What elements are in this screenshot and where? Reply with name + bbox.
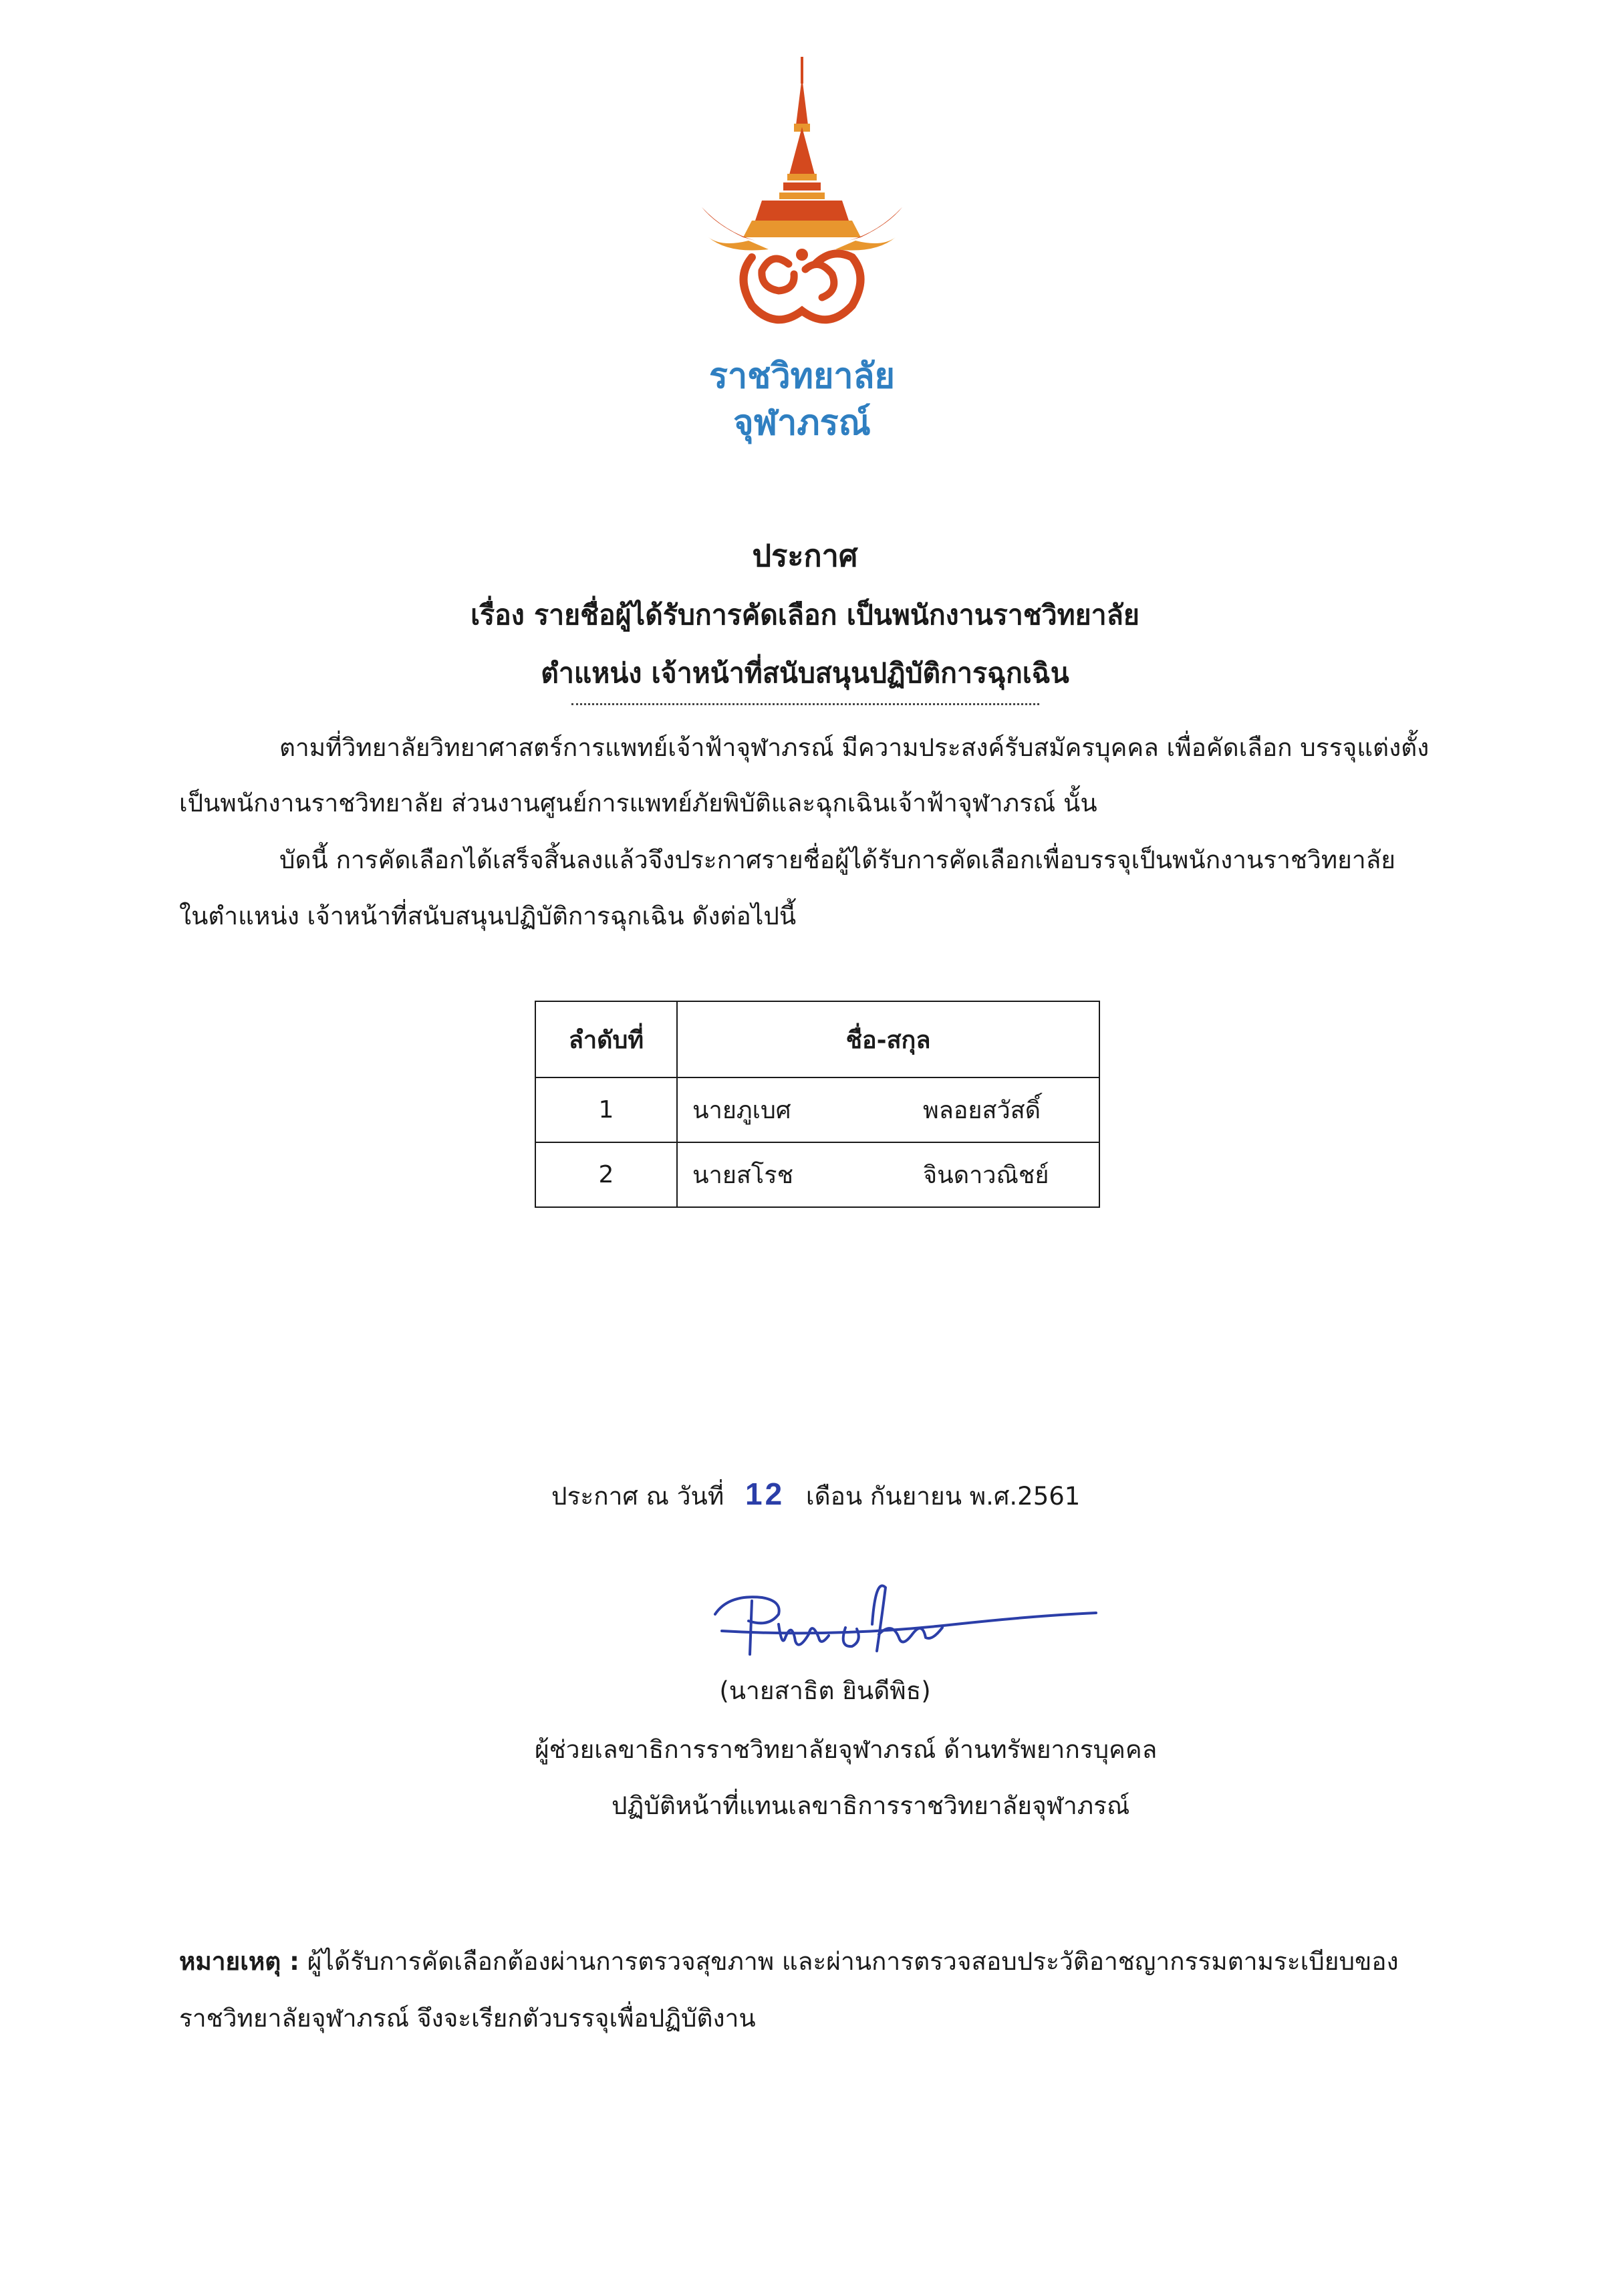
row-name	[677, 1077, 1099, 1142]
handwritten-signature-icon	[702, 1574, 1103, 1674]
first-name: นายภูเบศ	[692, 1097, 791, 1124]
last-name: จินดาวณิชย์	[923, 1162, 1049, 1189]
note-line1	[179, 1942, 1399, 1981]
announcement-date	[551, 1476, 1080, 1516]
date-prefix: ประกาศ ณ วันที่	[551, 1482, 724, 1511]
table-header-row	[535, 1001, 1099, 1077]
paragraph-1-line-1: ตามที่วิทยาลัยวิทยาศาสตร์การแพทย์เจ้าฟ้าจุฬาภรณ์ มีความประสงค์รับสมัครบุคคล เพื่อคัดเลือก บรรจุแต่งตั้ง	[279, 733, 1430, 762]
selected-candidates-table	[535, 1001, 1100, 1208]
paragraph-1-line-2: เป็นพนักงานราชวิทยาลัย ส่วนงานศูนย์การแพทย์ภัยพิบัติและฉุกเฉินเจ้าฟ้าจุฬาภรณ์ นั้น	[179, 789, 1097, 817]
organization-name-line2: จุฬาภรณ์	[733, 403, 871, 443]
first-name: นายสโรช	[692, 1162, 793, 1189]
paragraph-2-line-1: บัดนี้ การคัดเลือกได้เสร็จสิ้นลงแล้วจึงประกาศรายชื่อผู้ได้รับการคัดเลือกเพื่อบรรจุเป็นพนักงานราชวิทยาลัย	[279, 846, 1395, 874]
note-label: หมายเหตุ :	[179, 1947, 299, 1976]
announcement-subject: เรื่อง รายชื่อผู้ได้รับการคัดเลือก เป็นพนักงานราชวิทยาลัย	[471, 599, 1139, 631]
heading-divider	[571, 703, 1039, 705]
royal-crown-spire-emblem-icon	[688, 57, 916, 338]
column-header-number: ลำดับที่	[535, 1001, 677, 1077]
table-row	[535, 1077, 1099, 1142]
date-day: 12	[745, 1477, 785, 1511]
row-number: 1	[535, 1077, 677, 1142]
last-name: พลอยสวัสดิ์	[923, 1097, 1041, 1124]
column-header-name: ชื่อ-สกุล	[677, 1001, 1099, 1077]
announcement-position: ตำแหน่ง เจ้าหน้าที่สนับสนุนปฏิบัติการฉุกเฉิน	[541, 657, 1069, 689]
row-name	[677, 1142, 1099, 1207]
date-suffix: เดือน กันยายน พ.ศ.2561	[805, 1482, 1081, 1511]
paragraph-2-line-2: ในตำแหน่ง เจ้าหน้าที่สนับสนุนปฏิบัติการฉุกเฉิน ดังต่อไปนี้	[179, 902, 797, 930]
page-title: ประกาศ	[752, 538, 858, 573]
signer-title-line2: ปฏิบัติหน้าที่แทนเลขาธิการราชวิทยาลัยจุฬาภรณ์	[612, 1791, 1130, 1820]
signer-name: (นายสาธิต ยินดีพิธ)	[719, 1676, 931, 1705]
table-row	[535, 1142, 1099, 1207]
organization-name-line1: ราชวิทยาลัย	[709, 356, 895, 396]
signer-title-line1: ผู้ช่วยเลขาธิการราชวิทยาลัยจุฬาภรณ์ ด้านทรัพยากรบุคคล	[535, 1735, 1158, 1764]
row-number: 2	[535, 1142, 677, 1207]
note-text-line1: ผู้ได้รับการคัดเลือกต้องผ่านการตรวจสุขภาพ และผ่านการตรวจสอบประวัติอาชญากรรมตามระเบียบของ	[307, 1947, 1399, 1976]
note-text-line2: ราชวิทยาลัยจุฬาภรณ์ จึงจะเรียกตัวบรรจุเพื่อปฏิบัติงาน	[179, 2004, 756, 2033]
